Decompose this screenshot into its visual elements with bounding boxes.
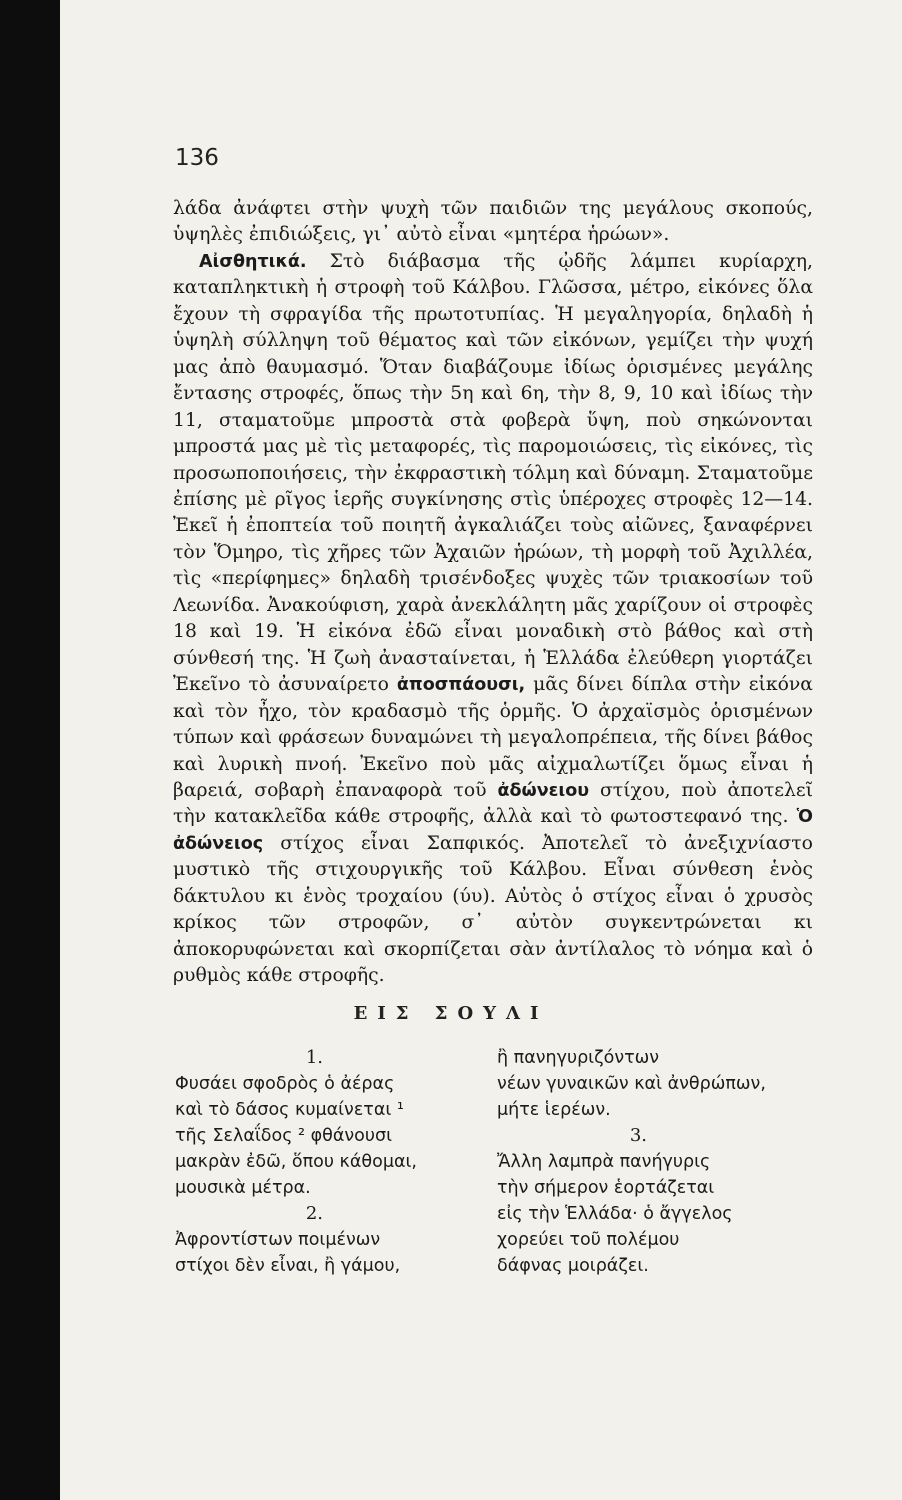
poem-line: Φυσάει σφοδρὸς ὁ ἀέρας (175, 1074, 395, 1094)
poem-line: Ἄλλη λαμπρὰ πανήγυρις (497, 1152, 711, 1172)
stanza-number: 3. (629, 1125, 647, 1146)
stanza-number: 2. (305, 1203, 323, 1224)
body-text (173, 196, 813, 990)
poem-title: ΕΙΣ ΣΟΥΛΙ (353, 1003, 549, 1024)
poem-line: χορεύει τοῦ πολέμου (497, 1230, 680, 1250)
poem-line: μήτε ἱερέων. (497, 1100, 611, 1120)
poem-line: δάφνας μοιράζει. (497, 1256, 649, 1276)
bold-term-aesthetics: Αἰσθητικά. (199, 251, 307, 272)
poem-line: μακρὰν ἐδῶ, ὅπου κάθομαι, (175, 1152, 417, 1172)
paragraph-2-text: Στὸ διάβασμα τῆς ᾠδῆς λάμπει κυρίαρχη, καταπληκτικὴ ἡ στροφὴ τοῦ Κάλβου. Γλῶσσα, μέτρο, εἰκόνες ὅλα ἔχουν τὴ σφραγίδα τῆς πρωτοτυπίας. Ἡ μεγαληγορία, δηλαδὴ ἡ ὑψηλὴ σύλληψη τοῦ θέματος καὶ τῶν εἰκόνων, γεμίζει τὴν ψυχή μας ἀπὸ θαυμασμό. Ὅταν διαβάζουμε ἰδίως ὁρισμένες μεγάλης ἔντασης στροφές, ὅπως τὴν 5η καὶ 6η, τὴν 8, 9, 10 καὶ ἰδίως τὴν 11, σταματοῦμε μπροστὰ στὰ φοβερὰ ὕψη, ποὺ σηκώνονται μπροστά μας μὲ τὶς μεταφορές, τὶς παρομοιώσεις, τὶς εἰκόνες, τὶς προσωποποιήσεις, τὴν ἐκφραστικὴ τόλμη καὶ δύναμη. Σταματοῦμε ἐπίσης μὲ ρῖγος ἱερῆς συγκίνησης στὶς ὑπέροχες στροφὲς 12—14. Ἐκεῖ ἡ ἐποπτεία τοῦ ποιητῆ ἀγκαλιάζει τοὺς αἰῶνες, ξαναφέρνει τὸν Ὅμηρο, τὶς χῆρες τῶν Ἀχαιῶν ἡρώων, τὴ μορφὴ τοῦ Ἀχιλλέα, τὶς «περίφημες» δηλαδὴ τρισένδοξες ψυχὲς τῶν τριακοσίων τοῦ Λεωνίδα. Ἀνακούφιση, χαρὰ ἀνεκλάλητη μᾶς χαρίζουν οἱ στροφὲς 18 καὶ 19. Ἡ εἰκόνα ἐδῶ εἶναι μοναδικὴ στὸ βάθος καὶ στὴ σύνθεσή της. Ἡ ζωὴ ἀνασταίνεται, ἡ Ἑλλάδα ἐλεύθερη γιορτάζει Ἐκεῖνο τὸ ἀσυναίρετο (173, 250, 813, 696)
poem-line: μουσικὰ μέτρα. (175, 1178, 311, 1198)
page-number: 136 (175, 145, 219, 171)
poem-line: ἢ πανηγυριζόντων (497, 1048, 660, 1068)
poem-line: νέων γυναικῶν καὶ ἀνθρώπων, (497, 1074, 766, 1094)
bold-term-adoneiou: ἀδώνειου (497, 780, 590, 801)
bold-term-o-adoneios: Ὁ ἀδώνειος (173, 807, 813, 854)
poem-left-column (175, 1045, 445, 1279)
paragraph-1: λάδα ἀνάφτει στὴν ψυχὴ τῶν παιδιῶν της μεγάλους σκοπούς, ὑψηλὲς ἐπιδιώξεις, γι᾿ αὐτὸ εἶναι «μητέρα ἡρώων». (173, 198, 813, 246)
poem-right-column (497, 1045, 807, 1279)
paragraph-2-cont: μᾶς δίνει δίπλα στὴν εἰκόνα καὶ τὸν ἦχο, τὸν κραδασμὸ τῆς ὁρμῆς. Ὁ ἀρχαϊσμὸς ὁρισμένων τύπων καὶ φράσεων δυναμώνει τὴ μεγαλοπρέπεια, τῆς δίνει βάθος καὶ λυρικὴ πνοή. Ἐκεῖνο ποὺ μᾶς αἰχμαλωτίζει ὅμως εἶναι ἡ βαρειά, σοβαρὴ ἐπαναφορὰ τοῦ (173, 674, 813, 801)
poem-line: Ἀφροντίστων ποιμένων (175, 1230, 381, 1250)
paragraph-2-cont3: στίχος εἶναι Σαπφικός. Ἀποτελεῖ τὸ ἀνεξιχνίαστο μυστικὸ τῆς στιχουργικῆς τοῦ Κάλβου. Εἶναι σύνθεση ἑνὸς δάκτυλου κι ἑνὸς τροχαίου (ύυ). Αὐτὸς ὁ στίχος εἶναι ὁ χρυσὸς κρίκος τῶν στροφῶν, σ᾿ αὐτὸν συγκεντρώνεται κι ἀποκορυφώνεται καὶ σκορπίζεται σὰν ἀντίλαλος τὸ νόημα καὶ ὁ ρυθμὸς κάθε στροφῆς. (173, 832, 813, 987)
poem-line: τῆς Σελαΐδος ² φθάνουσι (175, 1126, 393, 1146)
bold-term-apospaousi: ἀποσπάουσι, (396, 675, 526, 696)
poem-line: στίχοι δὲν εἶναι, ἢ γάμου, (175, 1256, 401, 1276)
poem-line: εἰς τὴν Ἑλλάδα· ὁ ἄγγελος (497, 1204, 733, 1224)
paragraph-2-cont2: στίχου, ποὺ ἀποτελεῖ τὴν κατακλεῖδα κάθε στροφῆς, ἀλλὰ καὶ τὸ φωτοστεφανό της. (173, 779, 813, 828)
paragraph-2 (173, 249, 813, 990)
stanza-number: 1. (305, 1047, 323, 1068)
poem-line: καὶ τὸ δάσος κυμαίνεται ¹ (175, 1100, 404, 1120)
poem-line: τὴν σήμερον ἑορτάζεται (497, 1178, 715, 1198)
